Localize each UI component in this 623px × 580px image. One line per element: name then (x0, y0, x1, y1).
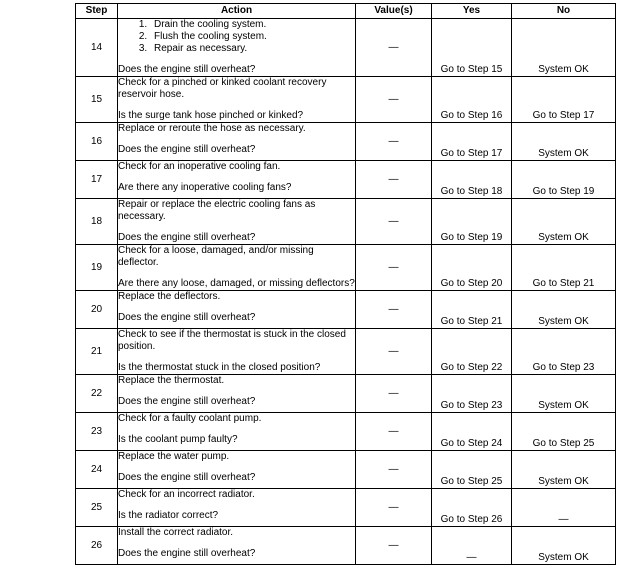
table-row (76, 199, 616, 245)
step-cell: 19 (76, 245, 118, 291)
action-text: Repair or replace the electric cooling fans as necessary. (118, 199, 316, 222)
action-list-item: 2. Flush the cooling system. (150, 31, 355, 43)
value-cell: — (356, 527, 432, 565)
header-yes: Yes (432, 4, 512, 19)
value-cell: — (356, 77, 432, 123)
no-cell: System OK (512, 527, 616, 565)
table-row (76, 329, 616, 375)
yes-cell: Go to Step 17 (432, 123, 512, 161)
action-cell (118, 245, 356, 291)
step-cell: 22 (76, 375, 118, 413)
action-text: Check to see if the thermostat is stuck in the closed position. (118, 329, 346, 352)
action-cell (118, 329, 356, 375)
value-cell: — (356, 375, 432, 413)
step-cell: 24 (76, 451, 118, 489)
action-list-item: 3. Repair as necessary. (150, 43, 355, 55)
table-row (76, 451, 616, 489)
yes-cell: Go to Step 19 (432, 199, 512, 245)
yes-cell: Go to Step 25 (432, 451, 512, 489)
no-cell: Go to Step 19 (512, 161, 616, 199)
table-body (76, 19, 616, 565)
table-row (76, 527, 616, 565)
action-question: Is the radiator correct? (118, 510, 219, 521)
action-question: Are there any inoperative cooling fans? (118, 182, 292, 193)
yes-cell: Go to Step 18 (432, 161, 512, 199)
yes-cell: Go to Step 20 (432, 245, 512, 291)
action-text: Check for an incorrect radiator. (118, 489, 255, 500)
table-row (76, 489, 616, 527)
no-cell: Go to Step 17 (512, 77, 616, 123)
step-cell: 18 (76, 199, 118, 245)
table-row (76, 375, 616, 413)
diagnostic-table (75, 3, 616, 565)
action-question: Is the thermostat stuck in the closed position? (118, 362, 321, 373)
header-row (76, 4, 616, 19)
action-question: Does the engine still overheat? (118, 472, 256, 483)
yes-cell: Go to Step 24 (432, 413, 512, 451)
step-cell: 23 (76, 413, 118, 451)
yes-cell: Go to Step 16 (432, 77, 512, 123)
action-question: Does the engine still overheat? (118, 396, 256, 407)
table-header (76, 4, 616, 19)
action-cell (118, 19, 356, 77)
step-cell: 16 (76, 123, 118, 161)
no-cell: System OK (512, 375, 616, 413)
action-cell (118, 123, 356, 161)
action-list (118, 19, 355, 55)
action-question: Are there any loose, damaged, or missing deflectors? (118, 278, 355, 289)
action-cell (118, 291, 356, 329)
action-text: Check for a pinched or kinked coolant recovery reservoir hose. (118, 77, 327, 100)
action-text: Replace the water pump. (118, 451, 230, 462)
value-cell: — (356, 329, 432, 375)
action-question: Does the engine still overheat? (118, 312, 256, 323)
action-cell (118, 451, 356, 489)
step-cell: 20 (76, 291, 118, 329)
action-cell (118, 77, 356, 123)
table-row (76, 123, 616, 161)
header-no: No (512, 4, 616, 19)
table-row (76, 77, 616, 123)
action-question: Does the engine still overheat? (118, 548, 256, 559)
value-cell: — (356, 161, 432, 199)
action-list-item: 1. Drain the cooling system. (150, 19, 355, 31)
no-cell: System OK (512, 123, 616, 161)
action-question: Does the engine still overheat? (118, 232, 256, 243)
action-cell (118, 375, 356, 413)
yes-cell: — (432, 527, 512, 565)
value-cell: — (356, 19, 432, 77)
yes-cell: Go to Step 23 (432, 375, 512, 413)
yes-cell: Go to Step 21 (432, 291, 512, 329)
no-cell: Go to Step 21 (512, 245, 616, 291)
value-cell: — (356, 199, 432, 245)
step-cell: 26 (76, 527, 118, 565)
no-cell: System OK (512, 199, 616, 245)
no-cell: System OK (512, 291, 616, 329)
action-cell (118, 161, 356, 199)
action-cell (118, 489, 356, 527)
step-cell: 15 (76, 77, 118, 123)
value-cell: — (356, 451, 432, 489)
table-row (76, 413, 616, 451)
header-action: Action (118, 4, 356, 19)
value-cell: — (356, 489, 432, 527)
action-cell (118, 199, 356, 245)
table-row (76, 291, 616, 329)
value-cell: — (356, 413, 432, 451)
action-text: Install the correct radiator. (118, 527, 234, 538)
value-cell: — (356, 291, 432, 329)
action-question: Is the coolant pump faulty? (118, 434, 238, 445)
yes-cell: Go to Step 26 (432, 489, 512, 527)
no-cell: System OK (512, 19, 616, 77)
no-cell: System OK (512, 451, 616, 489)
step-cell: 17 (76, 161, 118, 199)
header-step: Step (76, 4, 118, 19)
no-cell: Go to Step 23 (512, 329, 616, 375)
step-cell: 14 (76, 19, 118, 77)
action-text: Check for a loose, damaged, and/or missing deflector. (118, 245, 314, 268)
yes-cell: Go to Step 15 (432, 19, 512, 77)
action-text: Check for an inoperative cooling fan. (118, 161, 281, 172)
action-text: Replace the deflectors. (118, 291, 221, 302)
action-cell (118, 413, 356, 451)
action-question: Does the engine still overheat? (118, 144, 256, 155)
action-question: Is the surge tank hose pinched or kinked? (118, 110, 304, 121)
table-row (76, 245, 616, 291)
table-row (76, 19, 616, 77)
value-cell: — (356, 123, 432, 161)
no-cell: Go to Step 25 (512, 413, 616, 451)
value-cell: — (356, 245, 432, 291)
header-values: Value(s) (356, 4, 432, 19)
action-text: Replace or reroute the hose as necessary. (118, 123, 306, 134)
action-text: Replace the thermostat. (118, 375, 225, 386)
action-question: Does the engine still overheat? (118, 64, 256, 75)
step-cell: 21 (76, 329, 118, 375)
action-cell (118, 527, 356, 565)
yes-cell: Go to Step 22 (432, 329, 512, 375)
action-text: Check for a faulty coolant pump. (118, 413, 262, 424)
no-cell: — (512, 489, 616, 527)
table-row (76, 161, 616, 199)
step-cell: 25 (76, 489, 118, 527)
